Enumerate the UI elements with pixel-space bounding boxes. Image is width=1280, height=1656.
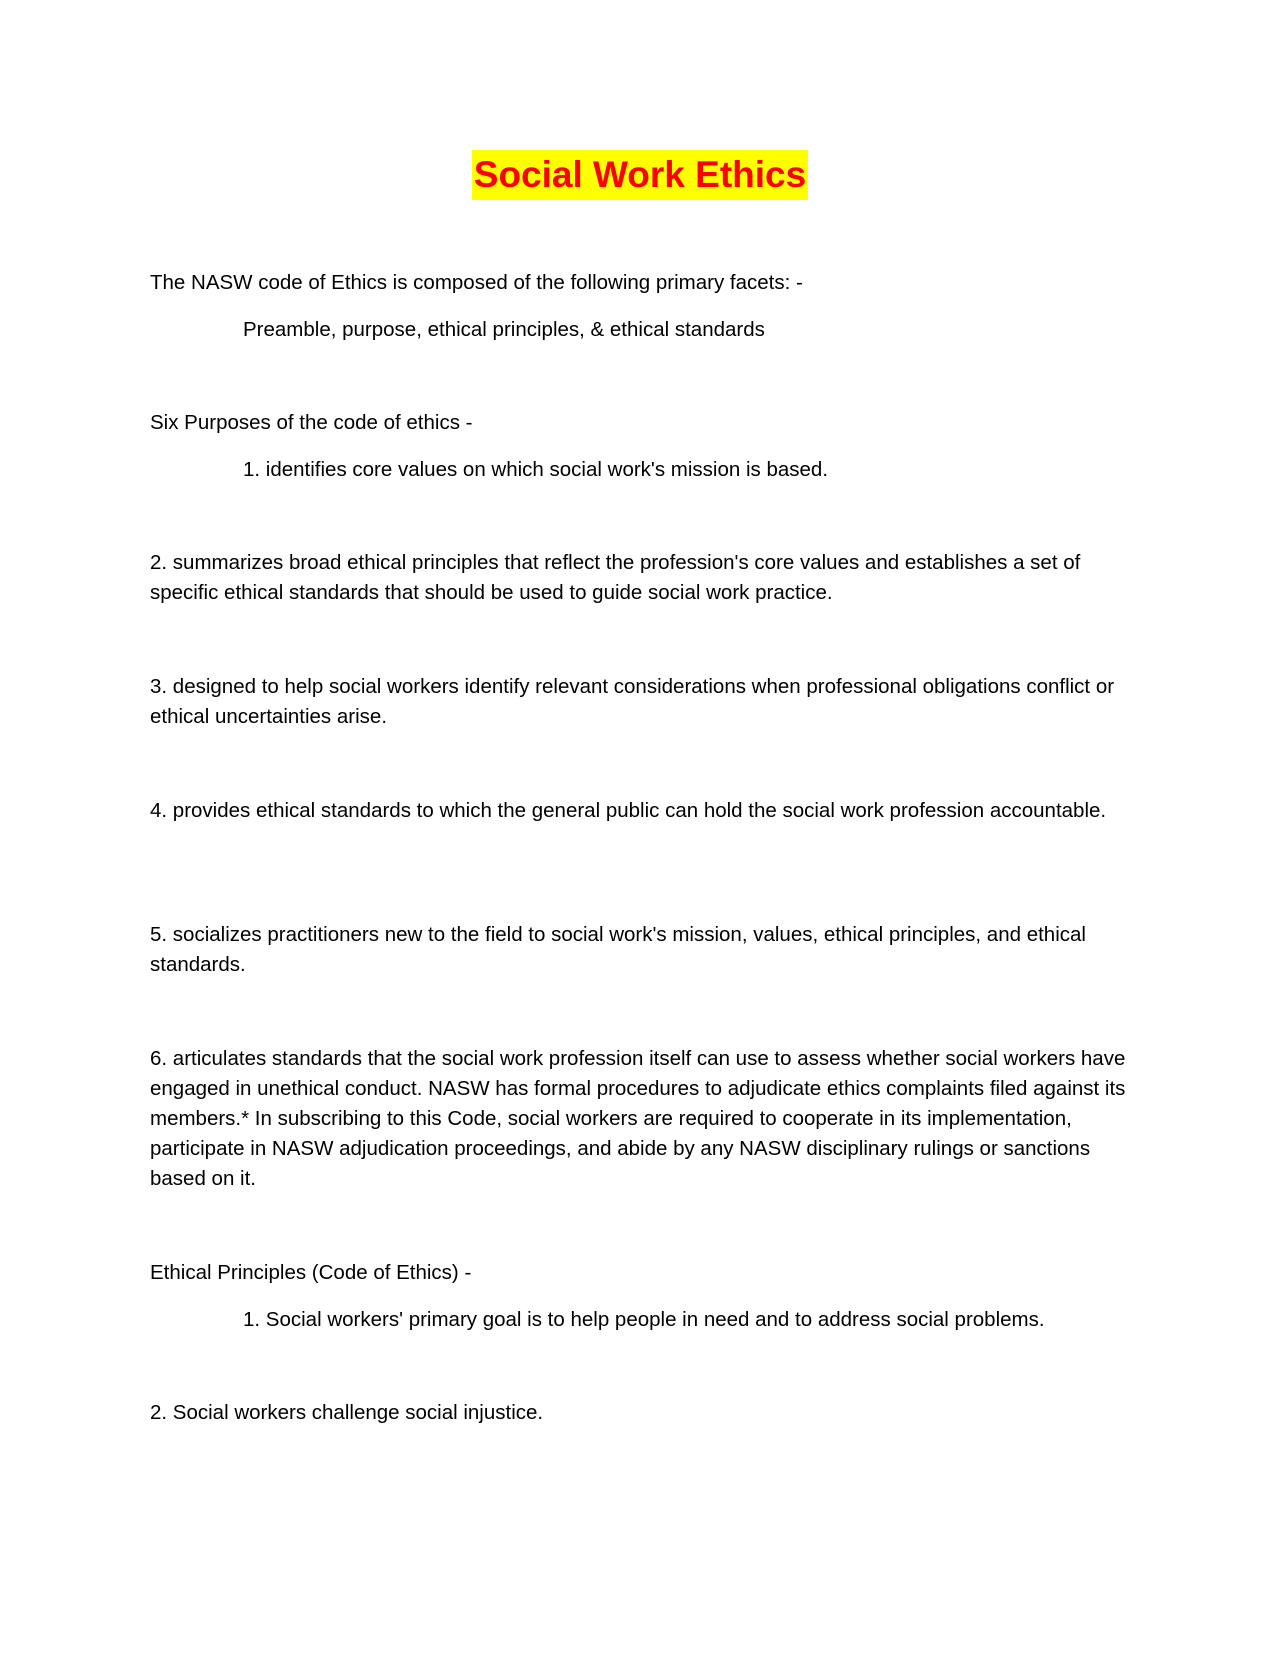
principle-item-1: 1. Social workers' primary goal is to help people in need and to address social problems. (243, 1308, 1045, 1331)
principle-item-2: 2. Social workers challenge social injustice. (150, 1401, 544, 1424)
purpose-item-3: 3. designed to help social workers identify relevant considerations when professional obligations conflict or ethical uncertainties arise. (150, 675, 1115, 728)
purpose-item-2: 2. summarizes broad ethical principles that reflect the profession's core values and establishes a set of specific ethical standards that should be used to guide social work practice. (150, 551, 1081, 604)
intro-paragraph: The NASW code of Ethics is composed of the following primary facets: - (150, 271, 803, 294)
facets-list: Preamble, purpose, ethical principles, & ethical standards (243, 318, 765, 341)
purpose-item-6: 6. articulates standards that the social work profession itself can use to assess whether social workers have engaged in unethical conduct. NASW has formal procedures to adjudicate ethics complaints filed against its members.* In subscribing to this Code, social workers are required to cooperate in its implementation, participate in NASW adjudication proceedings, and abide by any NASW disciplinary rulings or sanctions based on it. (150, 1047, 1126, 1190)
title-container (0, 150, 1280, 200)
purpose-item-5: 5. socializes practitioners new to the field to social work's mission, values, ethical principles, and ethical standards. (150, 923, 1086, 976)
purposes-heading: Six Purposes of the code of ethics - (150, 411, 473, 434)
purpose-item-4: 4. provides ethical standards to which the general public can hold the social work profession accountable. (150, 799, 1107, 822)
principles-heading: Ethical Principles (Code of Ethics) - (150, 1261, 472, 1284)
document-title: Social Work Ethics (472, 150, 808, 200)
purpose-item-1: 1. identifies core values on which social work's mission is based. (243, 458, 829, 481)
